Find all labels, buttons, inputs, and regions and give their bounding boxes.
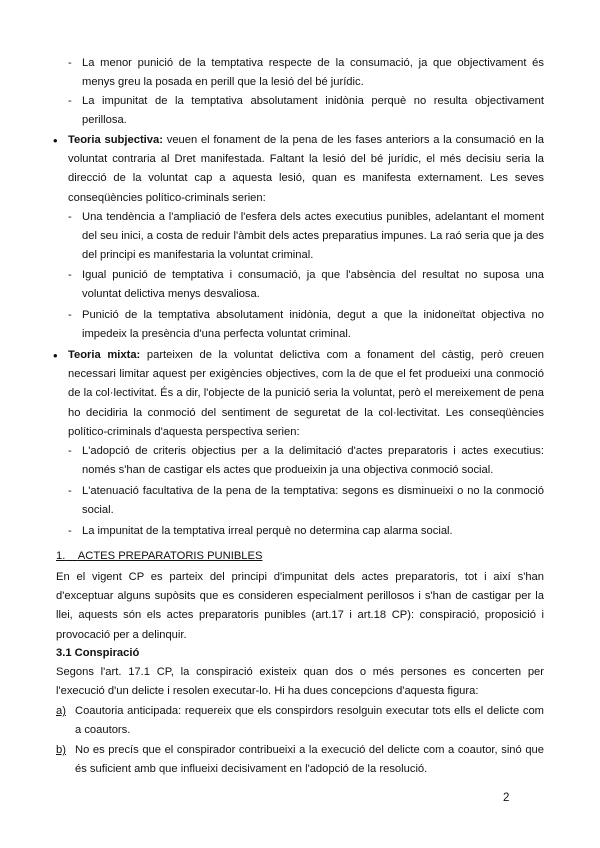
- mixta-item-2: [68, 482, 544, 520]
- list-item-text: La impunitat de la temptativa irreal perquè no determina cap alarma social.: [82, 525, 453, 537]
- item-label: b): [56, 744, 66, 756]
- section-1-paragraph: En el vigent CP es parteix del principi d'impunitat dels actes preparatoris, tot i així s'han d'exceptuar alguns supòsits que es consideren especialment perillosos i s'han de castigar per la llei, aquests són els actes preparatoris punibles (art.17 i art.18 CP): conspiració, proposició i provocació per a delinquir.: [56, 571, 544, 641]
- subjectiva-paragraph: [56, 131, 544, 208]
- mixta-bullet: [56, 346, 544, 442]
- list-item-text: L'atenuació facultativa de la pena de la temptativa: segons es disminueixi o no la conmoció social.: [82, 485, 544, 516]
- list-item-text: Una tendència a l'ampliació de l'esfera dels actes executius punibles, adelantant el moment del seu inici, a costa de reduir l'àmbit dels actes preparatius impunes. La raó seria que ja des del principi es manifestaria la voluntat criminal.: [82, 211, 544, 261]
- section-3-1-paragraph: Segons l'art. 17.1 CP, la conspiració existeix quan dos o més persones es concerten per l'execució d'un delicte i resolen executar-lo. Hi ha dues concepcions d'aquesta figura:: [56, 666, 544, 698]
- mixta-paragraph: [56, 346, 544, 442]
- list-item-text: La impunitat de la temptativa absolutament inidònia perquè no resulta objectivament perillosa.: [82, 95, 544, 126]
- section-1-number: 1.: [56, 550, 66, 562]
- intro-item-1: [68, 54, 544, 92]
- dash-marker: -: [68, 485, 72, 497]
- section-1-gap: [65, 550, 77, 562]
- subjectiva-item-2: [68, 266, 544, 304]
- dash-marker: -: [68, 309, 72, 321]
- item-label: a): [56, 705, 66, 717]
- dash-marker: -: [68, 95, 72, 107]
- dash-marker: -: [68, 445, 72, 457]
- item-text: Coautoria anticipada: requereix que els conspirdors resolguin executar tots ells el delicte com a coautors.: [75, 705, 544, 737]
- conspiracy-item-b: [56, 741, 544, 779]
- dash-marker: -: [68, 211, 72, 223]
- section-1-title: ACTES PREPARATORIS PUNIBLES: [77, 550, 263, 562]
- subjectiva-bullet: [56, 131, 544, 208]
- dash-marker: -: [68, 57, 72, 69]
- section-1-heading: [56, 547, 262, 566]
- list-item-text: Igual punició de temptativa i consumació, ja que l'absència del resultat no suposa una voluntat delictiva menys desvaliosa.: [82, 269, 544, 300]
- intro-item-2: [68, 92, 544, 130]
- list-item-text: L'adopció de criteris objectius per a la delimitació d'actes preparatoris i actes executius: només s'han de castigar els actes que produeixin ja una objectiva conmoció social.: [82, 445, 544, 476]
- subjectiva-text: veuen el fonament de la pena de les fases anteriors a la consumació en la voluntat contraria al Dret manifestada. Faltant la lesió del bé jurídic, el més decisiu seria la direcció de la voluntat cap a aquesta lesió, quan es manifesta externament. Les seves conseqüències político-criminals serien:: [68, 134, 545, 204]
- subjectiva-item-1: [68, 208, 544, 265]
- mixta-title: Teoria mixta:: [68, 349, 141, 361]
- dash-marker: -: [68, 525, 72, 537]
- conspiracy-item-a: [56, 702, 544, 740]
- section-3-1-heading: [56, 644, 139, 663]
- page-number: 2: [503, 792, 510, 804]
- list-item-text: Punició de la temptativa absolutament inidònia, degut a que la inidoneïtat objectiva no impedeix la presència d'una perfecta voluntat criminal.: [82, 309, 544, 340]
- mixta-item-3: [68, 522, 544, 541]
- section-3-1-title: 3.1 Conspiració: [56, 647, 140, 659]
- subjectiva-item-3: [68, 306, 544, 344]
- item-text: No es precís que el conspirador contribueixi a la execució del delicte com a coautor, sinó que és suficient amb que influeixi decisivament en l'adopció de la resolució.: [75, 744, 544, 776]
- mixta-text: parteixen de la voluntat delictiva com a fonament del càstig, però creuen necessari limitar aquest per exigències objectives, com la de que el fet produeixi una conmoció de la col·lectivitat. És a dir, l'objecte de la punició seria la voluntat, però el mereixement de pena ho decidiria la conmoció del sentiment de seguretat de la col·lectivitat. Les conseqüències político-criminals d'aquesta perspectiva serien:: [68, 349, 544, 438]
- subjectiva-title: Teoria subjectiva:: [68, 134, 163, 146]
- dash-marker: -: [68, 269, 72, 281]
- mixta-item-1: [68, 442, 544, 480]
- list-item-text: La menor punició de la temptativa respecte de la consumació, ja que objectivament és menys greu la posada en perill que la lesió del bé jurídic.: [82, 57, 544, 88]
